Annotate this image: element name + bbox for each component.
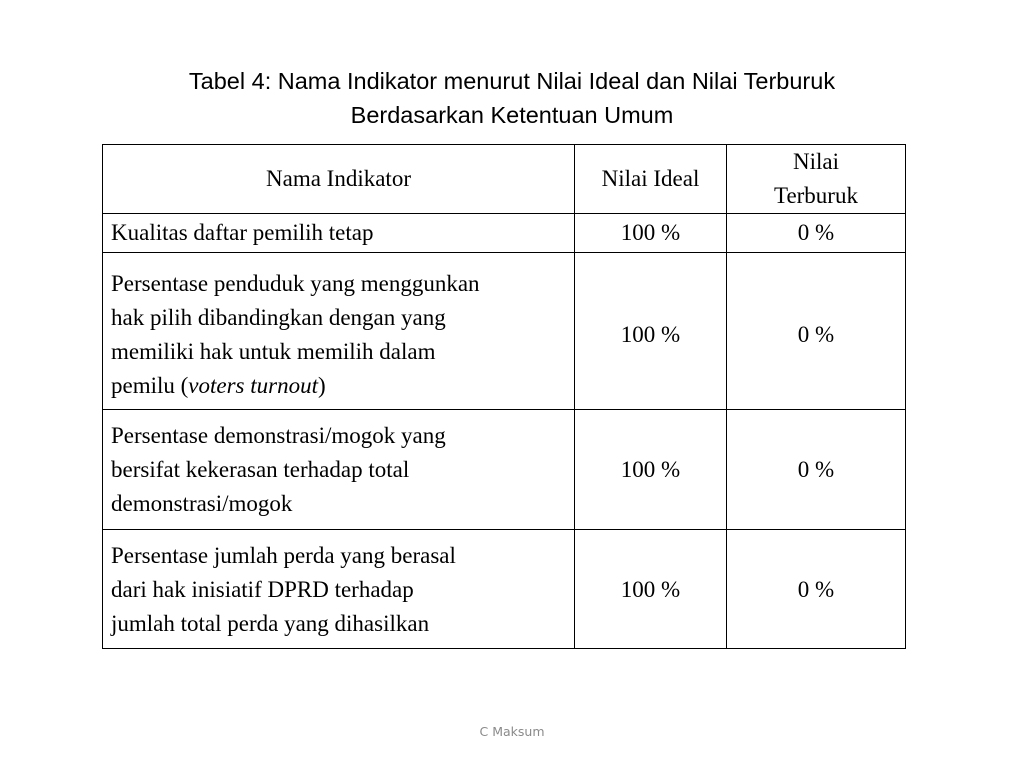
footer-author: C Maksum	[479, 724, 545, 739]
worst-value-cell: 0 %	[727, 530, 906, 649]
indicator-name-cell	[103, 410, 575, 530]
indicator-table	[102, 144, 906, 649]
header-nilai-ideal: Nilai Ideal	[575, 145, 727, 214]
indicator-name-line: hak pilih dibandingkan dengan yang	[111, 305, 446, 330]
indicator-name-line: Persentase jumlah perda yang berasal	[111, 543, 456, 568]
worst-value-cell: 0 %	[727, 253, 906, 410]
table-title-line-2: Berdasarkan Ketentuan Umum	[350, 102, 674, 128]
ideal-value-cell: 100 %	[575, 253, 727, 410]
worst-value-cell: 0 %	[727, 214, 906, 253]
indicator-name-line	[111, 369, 566, 403]
indicator-name-line-suffix: )	[318, 373, 326, 398]
header-nilai-terburuk-line-2: Terburuk	[774, 183, 858, 208]
table-row	[103, 214, 906, 253]
indicator-name-line: dari hak inisiatif DPRD terhadap	[111, 577, 414, 602]
indicator-name-cell	[103, 214, 575, 253]
ideal-value-cell: 100 %	[575, 530, 727, 649]
ideal-value-cell: 100 %	[575, 410, 727, 530]
worst-value-cell: 0 %	[727, 410, 906, 530]
indicator-name-line: memiliki hak untuk memilih dalam	[111, 339, 436, 364]
indicator-name-line: jumlah total perda yang dihasilkan	[111, 611, 430, 636]
table-row	[103, 410, 906, 530]
header-nama-indikator: Nama Indikator	[103, 145, 575, 214]
indicator-name-cell	[103, 253, 575, 410]
indicator-name-line: demonstrasi/mogok	[111, 490, 293, 516]
indicator-name-line-prefix: pemilu (	[111, 373, 189, 398]
indicator-name-italic-term: voters turnout	[188, 373, 318, 398]
indicator-name-cell	[103, 530, 575, 649]
header-nilai-terburuk	[727, 145, 906, 214]
table-title-line-1: Tabel 4: Nama Indikator menurut Nilai Ideal dan Nilai Terburuk	[188, 68, 836, 94]
indicator-name-line: Persentase penduduk yang menggunkan	[111, 271, 480, 296]
table-title	[0, 64, 1024, 132]
ideal-value-cell: 100 %	[575, 214, 727, 253]
indicator-name-line: bersifat kekerasan terhadap total	[111, 456, 410, 482]
table-row	[103, 530, 906, 649]
indicator-name-line: Persentase demonstrasi/mogok yang	[111, 422, 446, 448]
header-nilai-terburuk-line-1: Nilai	[793, 149, 839, 174]
indicator-name-line: Kualitas daftar pemilih tetap	[111, 220, 374, 245]
table-row	[103, 253, 906, 410]
table-header-row	[103, 145, 906, 214]
